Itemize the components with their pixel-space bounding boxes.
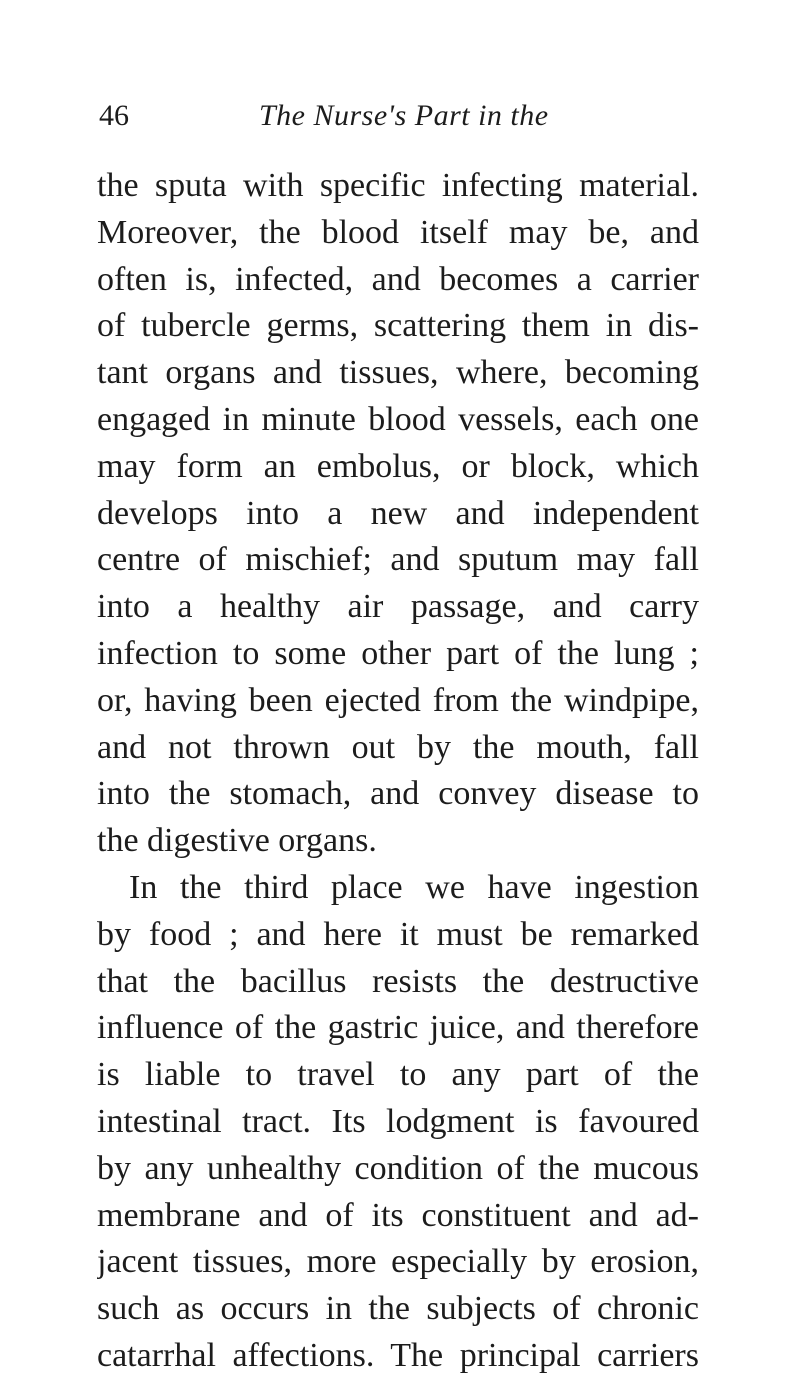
text-line: by any unhealthy condition of the mucous: [97, 1149, 699, 1187]
text-line: engaged in minute blood vessels, each one: [97, 400, 699, 438]
text-line-paragraph-start: In the third place we have ingestion: [129, 868, 699, 906]
text-line: that the bacillus resists the destructive: [97, 962, 699, 1000]
page-number: 46: [99, 99, 129, 132]
running-head: [99, 96, 699, 136]
text-line: into the stomach, and convey disease to: [97, 775, 699, 813]
text-line: is liable to travel to any part of the: [97, 1056, 699, 1094]
text-line: by food ; and here it must be remarked: [97, 915, 699, 953]
text-line: tant organs and tissues, where, becoming: [97, 354, 699, 392]
text-line: into a healthy air passage, and carry: [97, 588, 699, 626]
text-line: the digestive organs.: [97, 822, 377, 860]
text-line: develops into a new and independent: [97, 494, 699, 532]
text-line: may form an embolus, or block, which: [97, 447, 699, 485]
text-line: centre of mischief; and sputum may fall: [97, 541, 699, 579]
text-line: the sputa with specific infecting material.: [97, 167, 699, 204]
text-line: intestinal tract. Its lodgment is favoured: [97, 1102, 699, 1140]
text-line: jacent tissues, more especially by erosion,: [97, 1243, 699, 1281]
text-line: Moreover, the blood itself may be, and: [97, 213, 699, 251]
text-line: membrane and of its constituent and ad-: [97, 1196, 699, 1234]
text-line: such as occurs in the subjects of chronic: [97, 1290, 699, 1328]
text-line: infection to some other part of the lung ;: [97, 634, 699, 672]
text-line: of tubercle germs, scattering them in dis-: [97, 307, 699, 345]
text-line: or, having been ejected from the windpipe,: [97, 681, 699, 719]
running-title: The Nurse's Part in the: [259, 99, 549, 132]
text-line: influence of the gastric juice, and therefore: [97, 1009, 699, 1047]
text-line: often is, infected, and becomes a carrier: [97, 260, 699, 298]
body-text: [97, 163, 699, 1380]
text-line: and not thrown out by the mouth, fall: [97, 728, 699, 766]
text-line: catarrhal affections. The principal carriers: [97, 1336, 699, 1374]
